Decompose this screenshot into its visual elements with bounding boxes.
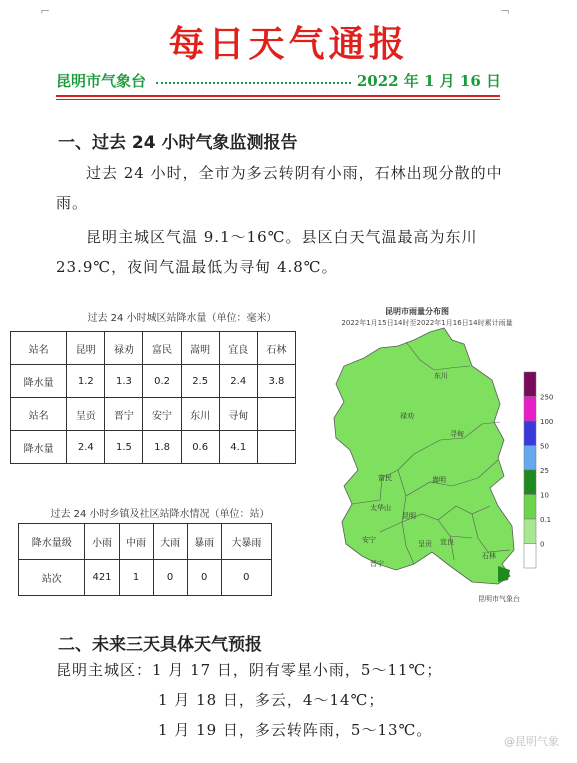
legend-swatch	[524, 470, 536, 495]
legend-label: 250	[540, 393, 554, 402]
precip-table-city	[10, 331, 296, 464]
table-cell: 2.5	[181, 365, 219, 398]
legend-label: 0	[540, 540, 545, 549]
table-cell: 2.4	[67, 431, 105, 464]
table-cell: 降水量	[11, 431, 67, 464]
header-line	[56, 70, 501, 92]
legend-label: 25	[540, 467, 549, 475]
section1-para1: 过去 24 小时，全市为多云转阴有小雨，石林出现分散的中雨。	[56, 164, 503, 212]
table-cell: 宜良	[219, 332, 257, 365]
table-cell: 0.2	[143, 365, 181, 398]
precip-table-town	[18, 523, 272, 596]
table-row	[11, 398, 296, 431]
table-cell: 禄劝	[105, 332, 143, 365]
table-cell: 0	[221, 560, 271, 596]
region-label: 寻甸	[450, 430, 464, 438]
rain-patch	[498, 566, 510, 582]
table-cell: 1.5	[105, 431, 143, 464]
table-cell: 0	[153, 560, 187, 596]
header-date: 2022 年 1 月 16 日	[356, 72, 501, 90]
rainfall-map	[322, 300, 572, 618]
map-legend	[524, 372, 553, 568]
table-cell: 石林	[257, 332, 295, 365]
table-header-cell: 大暴雨	[221, 524, 271, 560]
legend-swatch	[524, 446, 536, 471]
table-cell: 降水量	[11, 365, 67, 398]
table-header-cell: 大雨	[153, 524, 187, 560]
table-row	[11, 431, 296, 464]
legend-label: 0.1	[540, 516, 552, 524]
table-cell: 呈贡	[67, 398, 105, 431]
table-row	[11, 365, 296, 398]
section1-para2: 昆明主城区气温 9.1～16℃。县区白天气温最高为东川 23.9℃，夜间气温最低为寻甸 4.8℃。	[56, 228, 478, 276]
table-cell	[257, 398, 295, 431]
region-label: 安宁	[362, 536, 376, 544]
table-cell: 晋宁	[105, 398, 143, 431]
table-cell: 0	[187, 560, 221, 596]
watermark: @昆明气象	[504, 735, 559, 748]
map-source: 昆明市气象台	[478, 595, 520, 603]
table-cell: 昆明	[67, 332, 105, 365]
table-cell: 嵩明	[181, 332, 219, 365]
region-label: 东川	[434, 372, 448, 380]
region-label: 禄劝	[400, 412, 414, 420]
table-cell: 2.4	[219, 365, 257, 398]
table-cell: 富民	[143, 332, 181, 365]
corner-mark: ¬	[500, 4, 511, 18]
header-org: 昆明市气象台	[56, 72, 147, 90]
table-header-cell: 暴雨	[187, 524, 221, 560]
divider-line	[56, 99, 500, 100]
table-header-cell: 降水量级	[19, 524, 85, 560]
table-header-cell: 中雨	[119, 524, 153, 560]
region-label: 宜良	[440, 538, 454, 546]
table-cell: 1.8	[143, 431, 181, 464]
table-cell: 站名	[11, 398, 67, 431]
legend-swatch	[524, 421, 536, 446]
section2-heading: 二、未来三天具体天气预报	[58, 635, 262, 655]
forecast-line-2: 1 月 18 日，多云，4～14℃；	[158, 691, 385, 709]
region-label: 嵩明	[432, 476, 446, 484]
legend-swatch	[524, 519, 536, 544]
table-row	[11, 332, 296, 365]
legend-swatch	[524, 397, 536, 422]
table-cell: 站次	[19, 560, 85, 596]
forecast-line-1: 昆明主城区：1 月 17 日，阴有零星小雨，5～11℃；	[56, 661, 443, 679]
region-label: 晋宁	[370, 560, 384, 568]
table-cell: 1.2	[67, 365, 105, 398]
legend-swatch	[524, 495, 536, 520]
table1-caption: 过去 24 小时城区站降水量（单位：毫米）	[87, 313, 277, 324]
map-title: 昆明市雨量分布图	[385, 307, 449, 316]
table-cell: 寻甸	[219, 398, 257, 431]
region-label: 昆明	[402, 512, 416, 520]
table-cell: 东川	[181, 398, 219, 431]
table2-caption: 过去 24 小时乡镇及社区站降水情况（单位：站）	[50, 509, 270, 520]
table-cell: 安宁	[143, 398, 181, 431]
table-cell	[257, 431, 295, 464]
legend-label: 50	[540, 442, 549, 451]
dotted-leader	[156, 82, 351, 84]
table-cell: 1.3	[105, 365, 143, 398]
page-title: 每日天气通报	[168, 23, 409, 65]
table-cell: 3.8	[257, 365, 295, 398]
region-label: 富民	[378, 474, 392, 482]
region-label: 太华山	[370, 504, 391, 512]
corner-mark: ⌐	[40, 4, 51, 18]
table-row	[19, 524, 272, 560]
table-cell: 1	[119, 560, 153, 596]
legend-label: 100	[540, 418, 554, 426]
table-header-cell: 小雨	[85, 524, 119, 560]
section1-heading: 一、过去 24 小时气象监测报告	[58, 133, 298, 153]
region-label: 呈贡	[418, 540, 432, 548]
region-label: 石林	[482, 552, 496, 560]
divider-line	[56, 95, 500, 97]
forecast-line-3: 1 月 19 日，多云转阵雨，5～13℃。	[158, 721, 433, 739]
table-cell: 站名	[11, 332, 67, 365]
table-cell: 0.6	[181, 431, 219, 464]
table-row	[19, 560, 272, 596]
map-subtitle: 2022年1月15日14时至2022年1月16日14时累计雨量	[341, 319, 513, 327]
legend-label: 10	[540, 491, 549, 500]
table-cell: 4.1	[219, 431, 257, 464]
legend-swatch	[524, 372, 536, 397]
table-cell: 421	[85, 560, 119, 596]
legend-swatch	[524, 544, 536, 569]
